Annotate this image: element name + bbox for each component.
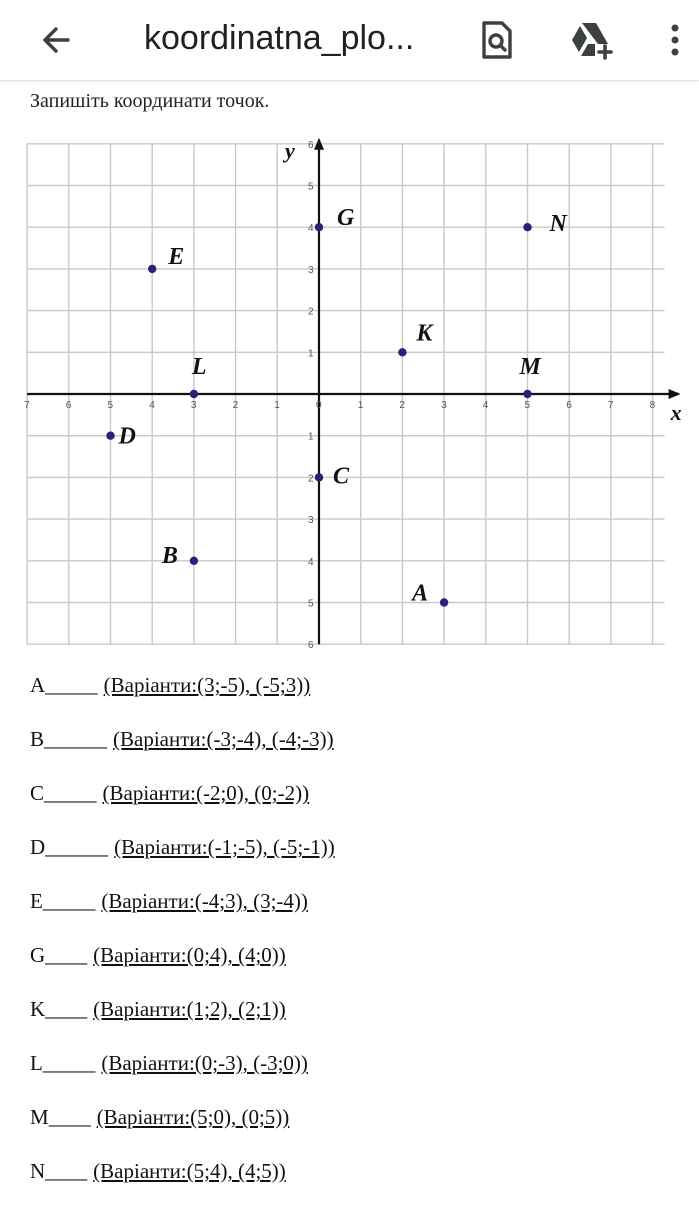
answer-letter: L [30,1051,43,1075]
answer-options: (Варіанти:(5;0), (0;5)) [96,1105,290,1129]
answer-row-n [30,1158,690,1212]
point-label-l: L [191,354,207,380]
point-label-c: C [333,463,350,490]
answer-blank: _____ [42,889,96,913]
point-m [523,390,531,398]
coordinate-plane [24,137,688,652]
answer-blank: ____ [45,997,88,1021]
y-tick-label: 4 [308,223,314,235]
find-in-document-button[interactable] [474,0,520,80]
answer-list [30,672,690,1212]
y-tick-label: 6 [308,640,314,652]
x-tick-label: 1 [357,400,364,411]
x-axis-arrow [669,389,681,399]
arrow-left-icon [38,22,74,58]
answer-letter: N [30,1159,46,1183]
answer-letter: A [30,673,46,697]
x-tick-label: 8 [649,400,656,411]
answer-letter: D [30,835,46,859]
y-tick-label: 3 [308,264,314,276]
x-tick-label: 6 [566,400,572,411]
point-k [398,348,406,356]
y-tick-label: 6 [308,139,314,151]
answer-letter: K [30,997,46,1021]
point-b [190,557,198,565]
x-axis-label: x [670,400,682,425]
point-label-a: A [412,580,429,607]
x-tick-label: 3 [190,400,197,411]
answer-row-m [30,1104,690,1158]
point-label-m: M [519,354,541,380]
y-tick-label: 2 [308,473,314,485]
answer-row-b [30,726,690,780]
answer-blank: ____ [45,943,88,967]
answer-row-e [30,888,690,942]
y-tick-label: 4 [308,556,314,568]
answer-letter: C [30,781,45,805]
y-tick-label: 1 [308,348,314,360]
app-bar [0,0,699,81]
y-tick-label: 1 [308,431,314,443]
answer-row-k [30,996,690,1050]
point-label-b: B [161,542,178,569]
point-g [315,223,323,231]
point-label-k: K [416,320,433,347]
x-tick-label: 7 [24,400,30,411]
answer-blank: ______ [44,727,108,751]
answer-row-l [30,1050,690,1104]
answer-letter: B [30,727,45,751]
point-d [106,432,114,440]
point-label-g: G [337,205,355,232]
answer-letter: E [30,889,43,913]
y-axis-label: y [285,137,295,163]
point-e [148,265,156,273]
answer-blank: _____ [42,1051,96,1075]
x-tick-label: 2 [399,400,405,411]
x-tick-label: 6 [65,400,72,411]
answer-blank: _____ [44,781,97,805]
point-label-n: N [549,211,567,238]
y-tick-label: 5 [308,598,314,610]
answer-row-c [30,780,690,834]
answer-blank: ______ [45,835,109,859]
x-tick-label: 5 [524,400,531,411]
x-tick-label: 7 [607,400,614,411]
point-label-e: E [168,243,185,270]
x-tick-label: 3 [441,400,447,411]
answer-options: (Варіанти:(1;2), (2;1)) [93,997,286,1021]
answer-row-g [30,942,690,996]
add-to-drive-button[interactable] [566,0,618,80]
back-button[interactable] [30,0,82,80]
x-tick-label: 0 [316,400,322,411]
answer-options: (Варіанти:(-4;3), (3;-4)) [101,889,308,913]
answer-options: (Варіанти:(-1;-5), (-5;-1)) [114,835,335,859]
google-drive-add-icon [568,20,616,60]
point-label-d: D [118,423,136,450]
answer-blank: ____ [48,1105,91,1129]
y-tick-label: 3 [308,515,314,527]
answer-row-a [30,672,690,726]
point-c [315,473,323,481]
x-tick-label: 1 [274,400,280,411]
answer-blank: _____ [45,673,98,697]
x-tick-label: 2 [232,400,239,411]
answer-options: (Варіанти:(0;4), (4;0)) [93,943,286,967]
answer-options: (Варіанти:(5;4), (4;5)) [93,1159,286,1183]
x-tick-label: 4 [149,400,155,411]
doc-search-icon [480,20,514,60]
document-title: koordinatna_plo... [144,19,415,57]
more-vert-icon [670,22,680,58]
x-tick-label: 4 [482,400,489,411]
answer-options: (Варіанти:(3;-5), (-5;3)) [103,673,311,697]
answer-options: (Варіанти:(-2;0), (0;-2)) [102,781,310,805]
x-tick-label: 5 [107,400,114,411]
answer-letter: G [30,943,46,967]
answer-options: (Варіанти:(0;-3), (-3;0)) [101,1051,308,1075]
answer-letter: M [30,1105,49,1129]
instruction-text: Запишіть координати точок. [30,90,270,112]
overflow-menu-button[interactable] [660,0,690,80]
point-a [440,598,448,606]
point-l [190,390,198,398]
answer-blank: ____ [45,1159,88,1183]
answer-options: (Варіанти:(-3;-4), (-4;-3)) [113,727,334,751]
answer-row-d [30,834,690,888]
y-tick-label: 5 [308,181,314,193]
y-tick-label: 2 [308,306,314,318]
point-n [523,223,531,231]
